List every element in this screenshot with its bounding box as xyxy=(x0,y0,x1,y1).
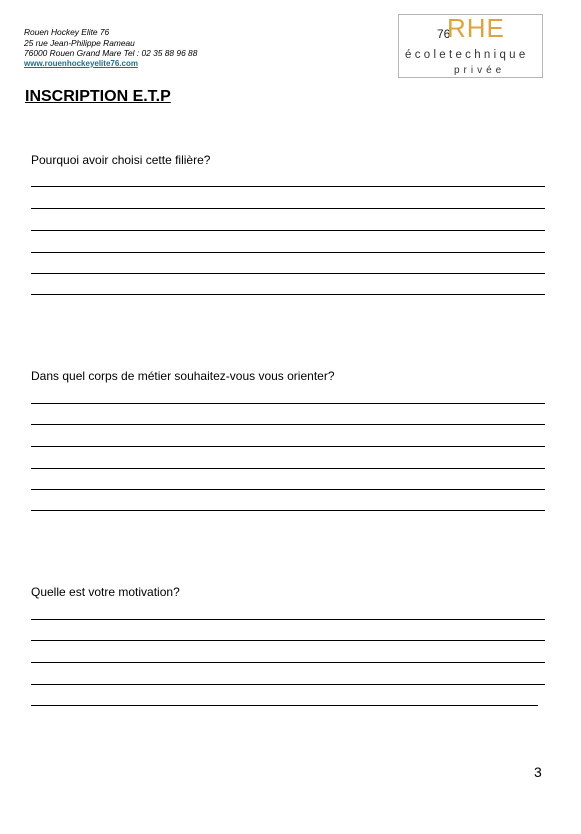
answer-line[interactable] xyxy=(31,273,545,274)
answer-line[interactable] xyxy=(31,252,545,253)
question-3: Quelle est votre motivation? xyxy=(31,585,180,599)
answer-line[interactable] xyxy=(31,403,545,404)
school-address-block xyxy=(24,27,197,69)
answer-line[interactable] xyxy=(31,424,545,425)
answer-line[interactable] xyxy=(31,705,538,706)
answer-line[interactable] xyxy=(31,684,545,685)
answer-line[interactable] xyxy=(31,619,545,620)
school-name: Rouen Hockey Elite 76 xyxy=(24,27,110,37)
rhe-logo xyxy=(398,14,543,78)
logo-number: 76 xyxy=(437,27,451,41)
page-title: INSCRIPTION E.T.P xyxy=(25,88,171,105)
website-link[interactable]: www.rouenhockeyelite76.com xyxy=(24,58,138,68)
city-phone: 76000 Rouen Grand Mare Tel : 02 35 88 96 88 xyxy=(24,48,198,59)
logo-tagline-top: écoletechnique xyxy=(405,49,529,61)
answer-line[interactable] xyxy=(31,186,545,187)
question-1: Pourquoi avoir choisi cette filière? xyxy=(31,153,211,167)
answer-line[interactable] xyxy=(31,662,545,663)
street-address: 25 rue Jean-Philippe Rameau xyxy=(24,37,135,48)
logo-tagline-bottom: privée xyxy=(454,65,506,76)
logo-letters: RHE xyxy=(447,13,505,43)
answer-line[interactable] xyxy=(31,230,545,231)
page-number: 3 xyxy=(534,764,542,780)
answer-line[interactable] xyxy=(31,489,545,490)
answer-line[interactable] xyxy=(31,208,545,209)
answer-line[interactable] xyxy=(31,446,545,447)
question-2: Dans quel corps de métier souhaitez-vous vous orienter? xyxy=(31,369,335,383)
answer-line[interactable] xyxy=(31,510,545,511)
answer-line[interactable] xyxy=(31,640,545,641)
answer-line[interactable] xyxy=(31,468,545,469)
answer-line[interactable] xyxy=(31,294,545,295)
